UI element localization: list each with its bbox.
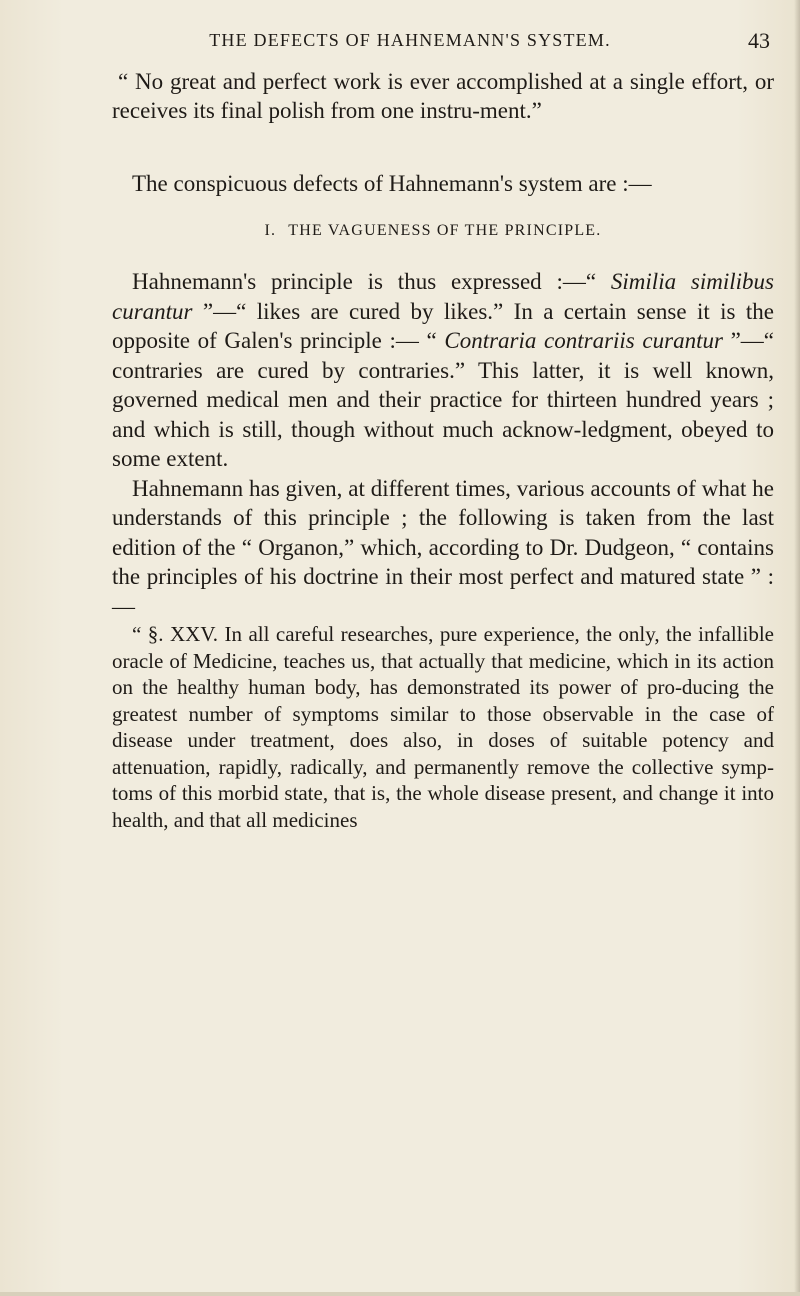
paragraph-middle: ”—“ likes are cured by likes.” In a certain sense it is the opposite of Galen's principle :— “ (112, 298, 774, 353)
paragraph-lead: Hahnemann's principle is thus expressed :—“ (132, 269, 611, 294)
latin-term-similia: Similia similibus curantur (112, 269, 774, 324)
running-head: THE DEFECTS OF HAHNEMANN'S SYSTEM. (209, 30, 611, 50)
page-bottom-edge (0, 1292, 800, 1296)
paragraph-tail: ”—“ contraries are cured by contraries.” This latter, it is well known, governed medical men and their practice for thirteen hundred years ; and which is still, though without much acknow-ledgment, obeyed to some extent. (112, 328, 774, 471)
paragraph-principle (112, 267, 774, 474)
section-title: THE VAGUENESS OF THE PRINCIPLE. (288, 222, 602, 239)
opening-quote: “ No great and perfect work is ever accomplished at a single effort, or receives its final polish from one instru-ment.” (112, 69, 774, 123)
latin-term-contraria: Contraria contrariis curantur (444, 328, 723, 353)
section-heading (112, 216, 774, 245)
intro-sentence: The conspicuous defects of Hahnemann's system are :— (132, 171, 652, 196)
page-edge-shadow (794, 0, 800, 1296)
paragraph-accounts: Hahnemann has given, at different times, various accounts of what he understands of this principle ; the following is taken from the last edition of the “ Organon,” which, according to Dr. Dudgeon, “ contains the principles of his doctrine in their most perfect and matured state ” :— (112, 475, 774, 619)
page-number: 43 (748, 28, 770, 53)
organon-quotation: “ §. XXV. In all careful researches, pure experience, the only, the infallible oracle of Medicine, teaches us, that actually that medicine, which in its action on the healthy human body, has demonstrated its power of pro-ducing the greatest number of symptoms similar to those observable in the case of disease under treatment, does also, in doses of suitable potency and attenuation, rapidly, radically, and permanently remove the collective symp-toms of this morbid state, that is, the whole disease present, and change it into health, and that all medicines (112, 622, 774, 832)
page-body (112, 67, 774, 833)
page-header (100, 30, 770, 60)
section-number: I. (264, 222, 277, 239)
